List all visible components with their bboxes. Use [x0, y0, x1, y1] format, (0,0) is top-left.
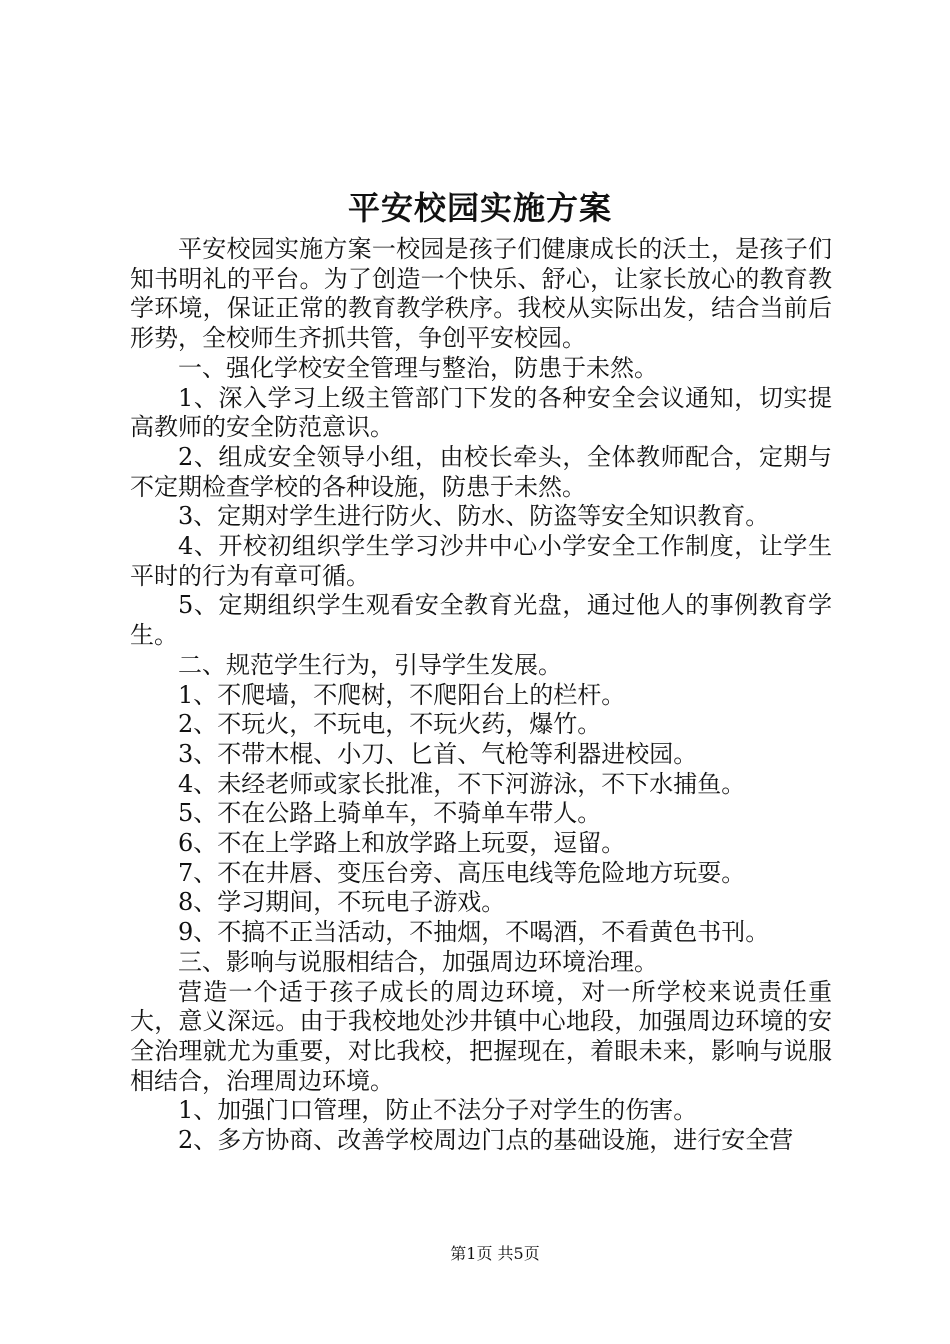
list-item: 9、不搞不正当活动，不抽烟，不喝酒，不看黄色书刊。 [178, 918, 770, 947]
list-item: 1、不爬墙，不爬树，不爬阳台上的栏杆。 [178, 680, 626, 709]
list-item: 1、深入学习上级主管部门下发的各种安全会议通知，切实提高教师的安全防范意识。 [130, 383, 832, 442]
document-body [130, 235, 832, 1156]
list-item: 3、不带木棍、小刀、匕首、气枪等利器进校园。 [178, 739, 698, 768]
list-item: 2、多方协商、改善学校周边门点的基础设施，进行安全营 [178, 1126, 794, 1155]
list-item: 2、组成安全领导小组，由校长牵头，全体教师配合，定期与不定期检查学校的各种设施，防患于未然。 [130, 442, 832, 501]
list-item: 4、开校初组织学生学习沙井中心小学安全工作制度，让学生平时的行为有章可循。 [130, 532, 832, 590]
list-item: 4、未经老师或家长批准，不下河游泳，不下水捕鱼。 [178, 769, 746, 798]
list-item: 5、不在公路上骑单车，不骑单车带人。 [178, 799, 602, 828]
document-title: 平安校园实施方案 [347, 189, 612, 227]
section-heading-1: 一、强化学校安全管理与整治，防患于未然。 [178, 353, 658, 382]
list-item: 6、不在上学路上和放学路上玩耍，逗留。 [178, 829, 626, 858]
list-item: 8、学习期间，不玩电子游戏。 [178, 888, 506, 917]
section-heading-2: 二、规范学生行为，引导学生发展。 [178, 650, 562, 679]
body-paragraph: 营造一个适于孩子成长的周边环境，对一所学校来说责任重大，意义深远。由于我校地处沙井镇中心地段，加强周边环境的安全治理就尤为重要，对比我校，把握现在，着眼未来，影响与说服相结合，治理周边环境。 [130, 977, 832, 1095]
list-item: 1、加强门口管理，防止不法分子对学生的伤害。 [178, 1096, 698, 1125]
list-item: 3、定期对学生进行防火、防水、防盗等安全知识教育。 [178, 502, 770, 531]
list-item: 5、定期组织学生观看安全教育光盘，通过他人的事例教育学生。 [130, 591, 832, 650]
page-number-footer: 第1页 共5页 [450, 1244, 540, 1263]
section-heading-3: 三、影响与说服相结合，加强周边环境治理。 [178, 947, 658, 976]
list-item: 2、不玩火，不玩电，不玩火药，爆竹。 [178, 710, 602, 739]
list-item: 7、不在井唇、变压台旁、高压电线等危险地方玩耍。 [178, 858, 746, 887]
intro-paragraph: 平安校园实施方案一校园是孩子们健康成长的沃土，是孩子们知书明礼的平台。为了创造一个快乐、舒心，让家长放心的教育教学环境，保证正常的教育教学秩序。我校从实际出发，结合当前后形势，全校师生齐抓共管，争创平安校园。 [130, 235, 832, 353]
